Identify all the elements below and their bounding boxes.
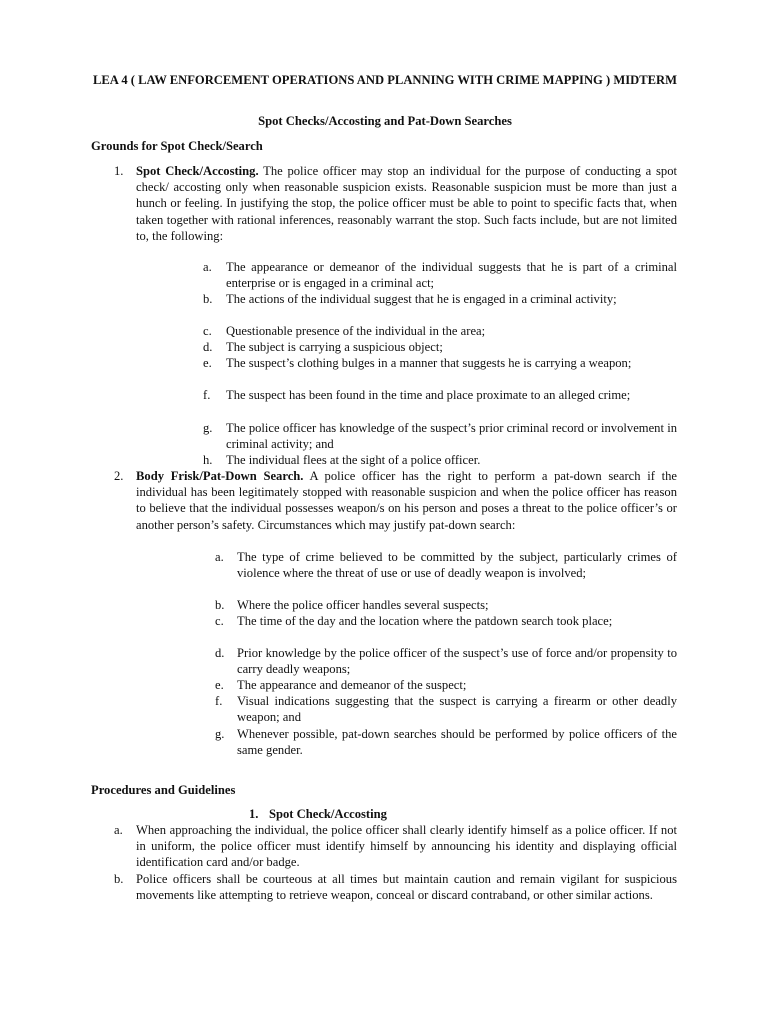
procedure-letter: b. (114, 872, 124, 886)
sub-list-text: The suspect’s clothing bulges in a manner that suggests he is carrying a weapon; (226, 356, 632, 370)
sub-list-text: The time of the day and the location where the patdown search took place; (237, 614, 613, 628)
sub-list-letter: h. (203, 453, 213, 467)
sub-list-text: The suspect has been found in the time and place proximate to an alleged crime; (226, 388, 631, 402)
list-item-body: A police officer has the right to perform a pat-down search if the individual has been legitimately stopped with reasonable suspicion and when the police officer has reason to believe that the individual possesses weapon/s on his person and poses a threat to the police officer’s or another person’s safety. Circumstances which may justify pat-down search: (136, 469, 677, 532)
sub-section-title: Spot Check/Accosting (269, 807, 387, 821)
sub-list-text: Questionable presence of the individual in the area; (226, 324, 486, 338)
list-item-lead: Body Frisk/Pat-Down Search. (136, 469, 304, 483)
sub-list-letter: b. (215, 598, 225, 612)
sub-list-text: Visual indications suggesting that the suspect is carrying a firearm or other deadly weapon; and (237, 694, 677, 725)
list-item-lead: Spot Check/Accosting. (136, 164, 259, 178)
list-item-paragraph (136, 468, 677, 533)
procedure-text: Police officers shall be courteous at all times but maintain caution and remain vigilant for suspicious movements like attempting to retrieve weapon, conceal or discard contraband, or other similar actions. (136, 872, 677, 903)
procedure-letter: a. (114, 823, 123, 837)
sub-section-heading (249, 806, 387, 822)
sub-list-letter: a. (215, 550, 224, 564)
procedure-text: When approaching the individual, the police officer shall clearly identify himself as a police officer. If not in uniform, the police officer must identify himself by announcing his identity and displaying official identification card and/or badge. (136, 823, 677, 870)
sub-list-letter: e. (203, 356, 212, 370)
sub-list-letter: f. (215, 694, 223, 708)
sub-list-text: The appearance or demeanor of the individual suggests that he is part of a criminal enterprise or is engaged in a criminal act; (226, 260, 677, 291)
sub-list-letter: c. (215, 614, 224, 628)
document-subtitle: Spot Checks/Accosting and Pat-Down Searches (258, 114, 512, 128)
sub-list-letter: g. (203, 421, 213, 435)
sub-list-text: The actions of the individual suggest that he is engaged in a criminal activity; (226, 292, 617, 306)
section-heading-procedures: Procedures and Guidelines (91, 783, 236, 797)
sub-list-letter: a. (203, 260, 212, 274)
sub-list-letter: f. (203, 388, 211, 402)
sub-section-number: 1. (249, 807, 259, 821)
list-item-number: 1. (114, 164, 124, 178)
document-title: LEA 4 ( LAW ENFORCEMENT OPERATIONS AND PLANNING WITH CRIME MAPPING ) MIDTERM (92, 73, 677, 87)
sub-list-text: The police officer has knowledge of the suspect’s prior criminal record or involvement in criminal activity; and (226, 421, 677, 452)
list-item-body: The police officer may stop an individual for the purpose of conducting a spot check/ accosting only when reasonable suspicion exists. Reasonable suspicion must be more than just a hunch or feeling. In justifying the stop, the police officer must be able to point to specific facts that, when taken together with rational inferences, reasonably warrant the stop. Such facts include, but are not limited to, the following: (136, 164, 678, 243)
sub-list-letter: c. (203, 324, 212, 338)
sub-list-letter: d. (203, 340, 213, 354)
sub-list-letter: b. (203, 292, 213, 306)
sub-list-text: Where the police officer handles several suspects; (237, 598, 489, 612)
sub-list-text: The appearance and demeanor of the suspect; (237, 678, 467, 692)
sub-list-text: The subject is carrying a suspicious object; (226, 340, 443, 354)
sub-list-text: Whenever possible, pat-down searches should be performed by police officers of the same gender. (237, 727, 677, 758)
sub-list-letter: e. (215, 678, 224, 692)
list-item-number: 2. (114, 469, 124, 483)
list-item-paragraph (136, 163, 677, 244)
sub-list-text: The individual flees at the sight of a police officer. (226, 453, 481, 467)
sub-list-letter: d. (215, 646, 225, 660)
sub-list-letter: g. (215, 727, 225, 741)
sub-list-text: The type of crime believed to be committed by the subject, particularly crimes of violence where the threat of use or use of deadly weapon is involved; (237, 550, 677, 581)
sub-list-text: Prior knowledge by the police officer of the suspect’s use of force and/or propensity to carry deadly weapons; (237, 646, 677, 677)
section-heading-grounds: Grounds for Spot Check/Search (91, 139, 263, 153)
